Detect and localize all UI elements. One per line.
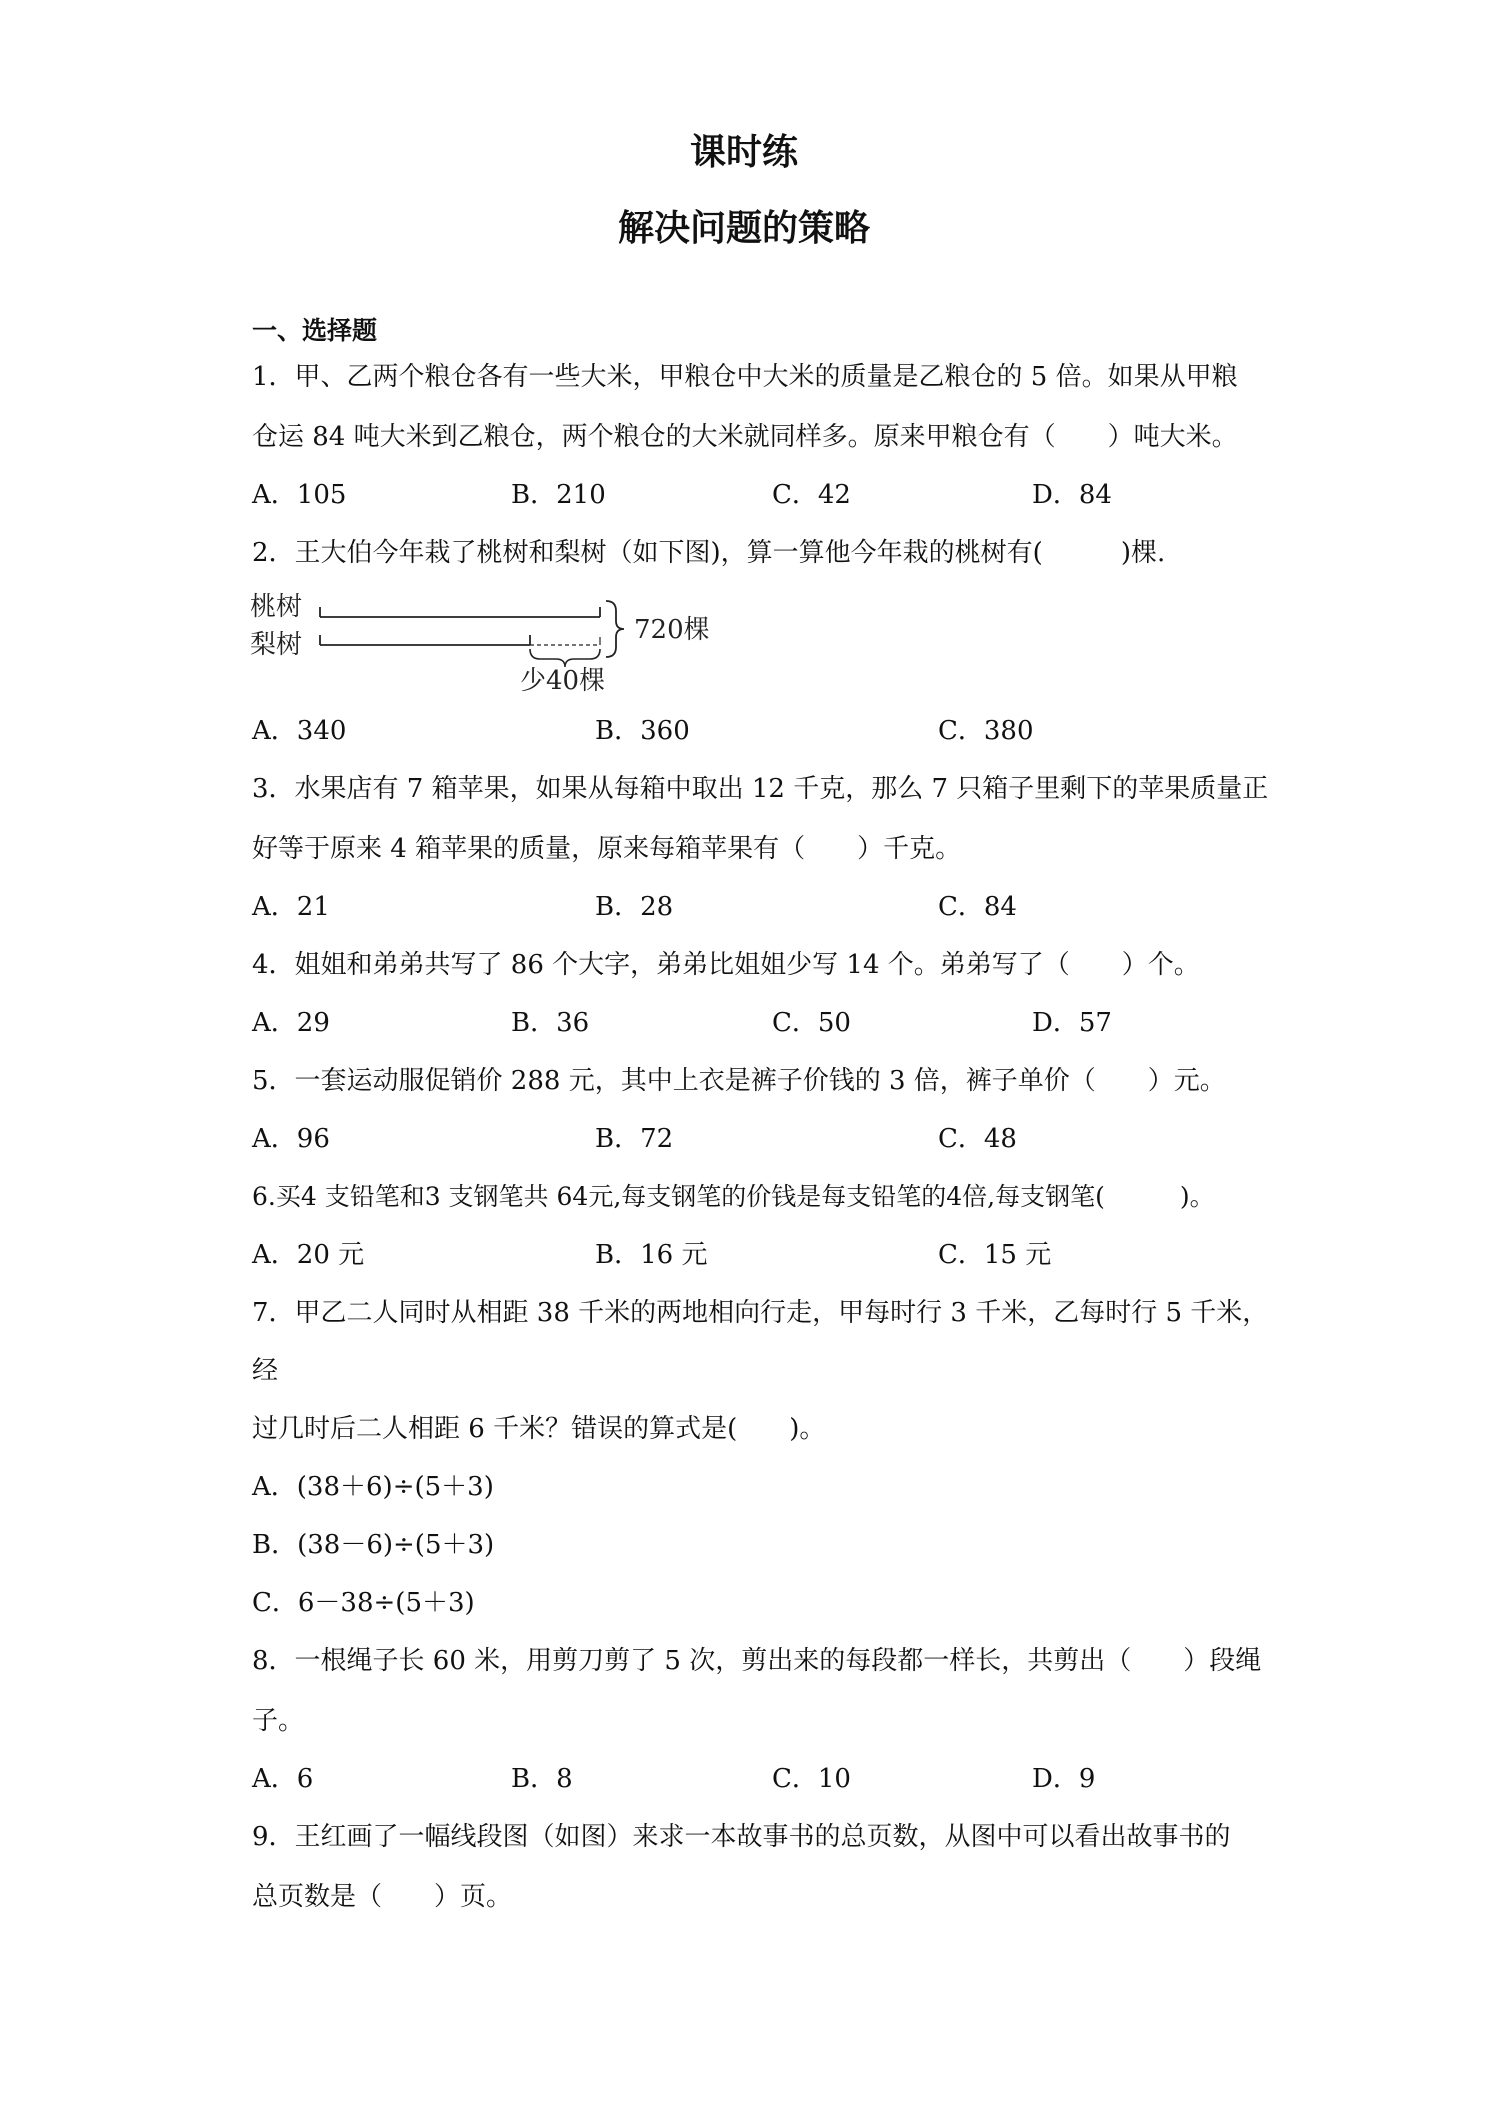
q2-line-segment-diagram [248,585,728,695]
diagram-total-label: 720棵 [634,615,710,645]
q6-option-b: B．16 元 [595,1240,708,1270]
q6-line1: 6.买4 支铅笔和3 支钢笔共 64元,每支钢笔的价钱是每支铅笔的4倍,每支钢笔( )。 [252,1182,1215,1211]
section-heading: 一、选择题 [252,316,378,345]
q1-line1: 1．甲、乙两个粮仓各有一些大米，甲粮仓中大米的质量是乙粮仓的 5 倍。如果从甲粮 [252,362,1238,392]
q3-line2: 好等于原来 4 箱苹果的质量，原来每箱苹果有（ ）千克。 [252,834,962,864]
q8-line2: 子。 [252,1706,305,1736]
page-subtitle: 解决问题的策略 [617,207,870,249]
q3-option-c: C．84 [938,892,1017,922]
q5-option-a: A．96 [252,1124,330,1154]
q1-option-a: A．105 [252,480,347,510]
page-title: 课时练 [689,131,798,173]
q2-option-a: A．340 [252,716,347,746]
q2-option-b: B．360 [595,716,690,746]
q7-line3: 过几时后二人相距 6 千米？错误的算式是( )。 [252,1414,826,1444]
q3-line1: 3．水果店有 7 箱苹果，如果从每箱中取出 12 千克，那么 7 只箱子里剩下的苹果质量正 [252,774,1269,804]
diagram-difference-label: 少40棵 [520,666,606,695]
q1-option-d: D．84 [1032,480,1112,510]
q5-option-b: B．72 [595,1124,674,1154]
q8-line1: 8．一根绳子长 60 米，用剪刀剪了 5 次，剪出来的每段都一样长，共剪出（ ）段绳 [252,1646,1262,1676]
q6-option-a: A．20 元 [252,1240,365,1270]
q4-option-d: D．57 [1032,1008,1112,1038]
diagram-peach-label: 桃树 [250,592,303,622]
pear-segment [320,635,600,645]
q9-line1: 9．王红画了一幅线段图（如图）来求一本故事书的总页数，从图中可以看出故事书的 [252,1822,1231,1852]
q7-line1: 7．甲乙二人同时从相距 38 千米的两地相向行走，甲每时行 3 千米，乙每时行 5 千米， [252,1298,1269,1328]
difference-brace [530,649,600,667]
q4-option-a: A．29 [252,1008,330,1038]
q6-option-c: C．15 元 [938,1240,1052,1270]
q3-option-b: B．28 [595,892,674,922]
q8-option-d: D．9 [1032,1764,1096,1794]
diagram-pear-label: 梨树 [250,630,303,660]
q4-line1: 4．姐姐和弟弟共写了 86 个大字，弟弟比姐姐少写 14 个。弟弟写了（ ）个。 [252,950,1200,980]
peach-segment [320,607,600,617]
q1-option-c: C．42 [772,480,851,510]
q7-option-b: B．(38－6)÷(5＋3) [252,1530,495,1560]
q9-line2: 总页数是（ ）页。 [252,1882,513,1912]
q8-option-c: C．10 [772,1764,851,1794]
q1-line2: 仓运 84 吨大米到乙粮仓，两个粮仓的大米就同样多。原来甲粮仓有（ ）吨大米。 [252,422,1238,452]
q4-option-b: B．36 [511,1008,590,1038]
q8-option-a: A．6 [252,1764,314,1794]
q3-option-a: A．21 [252,892,330,922]
total-brace [606,601,624,657]
q7-line2: 经 [252,1356,279,1386]
q7-option-a: A．(38＋6)÷(5＋3) [252,1472,494,1502]
q2-line1: 2．王大伯今年栽了桃树和梨树（如下图)，算一算他今年栽的桃树有( )棵. [252,538,1166,568]
q5-option-c: C．48 [938,1124,1017,1154]
q5-line1: 5．一套运动服促销价 288 元，其中上衣是裤子价钱的 3 倍，裤子单价（ ）元。 [252,1066,1226,1096]
q1-option-b: B．210 [511,480,606,510]
q7-option-c: C．6－38÷(5＋3) [252,1588,475,1618]
q4-option-c: C．50 [772,1008,851,1038]
q2-option-c: C．380 [938,716,1034,746]
q8-option-b: B．8 [511,1764,573,1794]
